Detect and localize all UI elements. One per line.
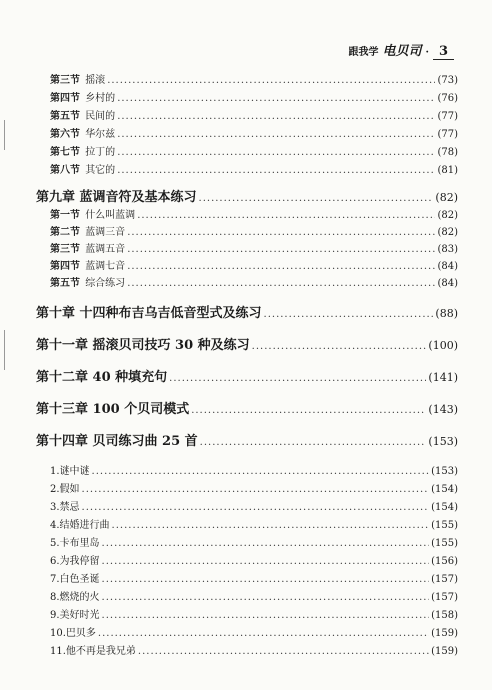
toc-song-entry[interactable] (50, 516, 458, 532)
dot-leader (199, 193, 434, 204)
dot-leader (191, 405, 426, 416)
chapter-title: 第十四章 贝司练习曲 25 首 (36, 434, 198, 448)
toc-page-number: (156) (431, 556, 458, 567)
toc-chapter-entry[interactable] (36, 398, 458, 416)
toc-song-entry[interactable] (50, 624, 458, 640)
song-title: 4.结婚进行曲 (50, 520, 110, 531)
dot-leader (98, 628, 429, 639)
toc-song-entry[interactable] (50, 588, 458, 604)
dot-leader (264, 309, 434, 320)
toc-song-entry[interactable] (50, 642, 458, 658)
dot-leader (127, 261, 435, 272)
toc-song-entry[interactable] (50, 552, 458, 568)
toc-chapter-entry[interactable] (36, 430, 458, 448)
song-title: 11.他不再是我兄弟 (50, 646, 136, 657)
dot-leader (102, 610, 430, 621)
dot-leader (102, 556, 430, 567)
toc-song-entry[interactable] (50, 480, 458, 496)
toc-page-number: (155) (431, 520, 458, 531)
toc-song-entry[interactable] (50, 534, 458, 550)
dot-leader (102, 574, 430, 585)
toc-page-number: (157) (431, 592, 458, 603)
dot-leader (127, 244, 435, 255)
dot-leader (102, 592, 430, 603)
song-title: 9.美好时光 (50, 610, 100, 621)
toc-page-number: (158) (431, 610, 458, 621)
dot-leader (138, 646, 429, 657)
toc-page-number: (157) (431, 574, 458, 585)
header-book: 跟我学 (348, 47, 379, 58)
dot-leader (117, 165, 435, 176)
toc-song-entry[interactable] (50, 606, 458, 622)
dot-leader (102, 538, 430, 549)
header-dot: · (425, 47, 429, 58)
toc-section-entry[interactable]: 第七节 拉丁的 ..... (78) (50, 143, 458, 159)
toc-section-entry[interactable]: 第四节 蓝调七音 ..... (84) (50, 257, 458, 273)
dot-leader (117, 147, 435, 158)
toc-page-number: (143) (428, 403, 458, 416)
toc-page-number: (83) (437, 244, 458, 255)
dot-leader (92, 466, 430, 477)
dot-leader (200, 437, 427, 448)
dot-leader (82, 484, 430, 495)
dot-leader (117, 111, 435, 122)
toc-section-entry[interactable]: 第一节 什么叫蓝调 ..... (82) (50, 206, 458, 222)
toc-section-entry[interactable]: 第五节 综合练习 ..... (84) (50, 274, 458, 290)
dot-leader (127, 227, 435, 238)
toc-song-entry[interactable] (50, 570, 458, 586)
dot-leader (82, 502, 430, 513)
song-title: 2.假如 (50, 484, 80, 495)
song-title: 6.为我停留 (50, 556, 100, 567)
header-brand: 电贝司 (382, 44, 422, 59)
toc-page-number: (81) (437, 165, 458, 176)
toc-page-number: (82) (437, 227, 458, 238)
toc-page-number: (100) (428, 339, 458, 352)
chapter-title: 第十章 十四种布吉乌吉低音型式及练习 (36, 306, 262, 320)
toc-page-number: (82) (435, 191, 458, 204)
toc-chapter-entry[interactable] (36, 186, 458, 204)
chapter-title: 第十二章 40 种填充句 (36, 370, 168, 384)
toc-song-entry[interactable] (50, 462, 458, 478)
toc-page-number: (82) (437, 210, 458, 221)
chapter-title: 第九章 蓝调音符及基本练习 (36, 190, 197, 204)
dot-leader (169, 373, 426, 384)
toc-page-number: (77) (437, 129, 458, 140)
song-title: 10.巴贝多 (50, 628, 96, 639)
toc-section-entry[interactable]: 第三节 摇滚 ..... (73) (50, 71, 458, 87)
toc-page-number: (153) (428, 435, 458, 448)
chapter-title: 第十三章 100 个贝司模式 (36, 402, 190, 416)
song-title: 5.卡布里岛 (50, 538, 100, 549)
toc-chapter-entry[interactable] (36, 302, 458, 320)
toc-section-entry[interactable]: 第三节 蓝调五音 ..... (83) (50, 240, 458, 256)
toc-page-number: (141) (428, 371, 458, 384)
toc-page-number: (155) (431, 538, 458, 549)
scan-edge-mark (4, 120, 5, 150)
dot-leader (252, 341, 427, 352)
toc-page-number: (153) (431, 466, 458, 477)
toc-page-number: (73) (437, 75, 458, 86)
toc-page-number: (154) (431, 502, 458, 513)
toc-page-number: (84) (437, 261, 458, 272)
dot-leader (117, 93, 435, 104)
toc-section-entry[interactable]: 第四节 乡村的 ..... (76) (50, 89, 458, 105)
toc-page-number: (159) (431, 628, 458, 639)
toc-song-entry[interactable] (50, 498, 458, 514)
dot-leader (127, 278, 435, 289)
dot-leader (137, 210, 435, 221)
song-title: 7.白色圣诞 (50, 574, 100, 585)
toc-chapter-entry[interactable] (36, 334, 458, 352)
song-title: 3.禁忌 (50, 502, 80, 513)
song-title: 8.燃烧的火 (50, 592, 100, 603)
song-title: 1.谜中谜 (50, 466, 90, 477)
toc-section-entry[interactable]: 第二节 蓝调三音 ..... (82) (50, 223, 458, 239)
toc-page-number: (154) (431, 484, 458, 495)
toc-page-number: (77) (437, 111, 458, 122)
toc-section-entry[interactable]: 第五节 民间的 ..... (77) (50, 107, 458, 123)
toc-page-number: (159) (431, 646, 458, 657)
page-number: 3 (433, 44, 454, 60)
dot-leader (117, 129, 435, 140)
toc-page-number: (78) (437, 147, 458, 158)
dot-leader (107, 75, 435, 86)
toc-section-entry[interactable]: 第六节 华尔兹 ..... (77) (50, 125, 458, 141)
scan-edge-mark (4, 330, 5, 370)
chapter-title: 第十一章 摇滚贝司技巧 30 种及练习 (36, 338, 250, 352)
toc-page-number: (76) (437, 93, 458, 104)
toc-chapter-entry[interactable] (36, 366, 458, 384)
toc-page-number: (84) (437, 278, 458, 289)
running-header (348, 40, 454, 60)
toc-page-number: (88) (435, 307, 458, 320)
toc-section-entry[interactable]: 第八节 其它的 ..... (81) (50, 161, 458, 177)
dot-leader (112, 520, 430, 531)
